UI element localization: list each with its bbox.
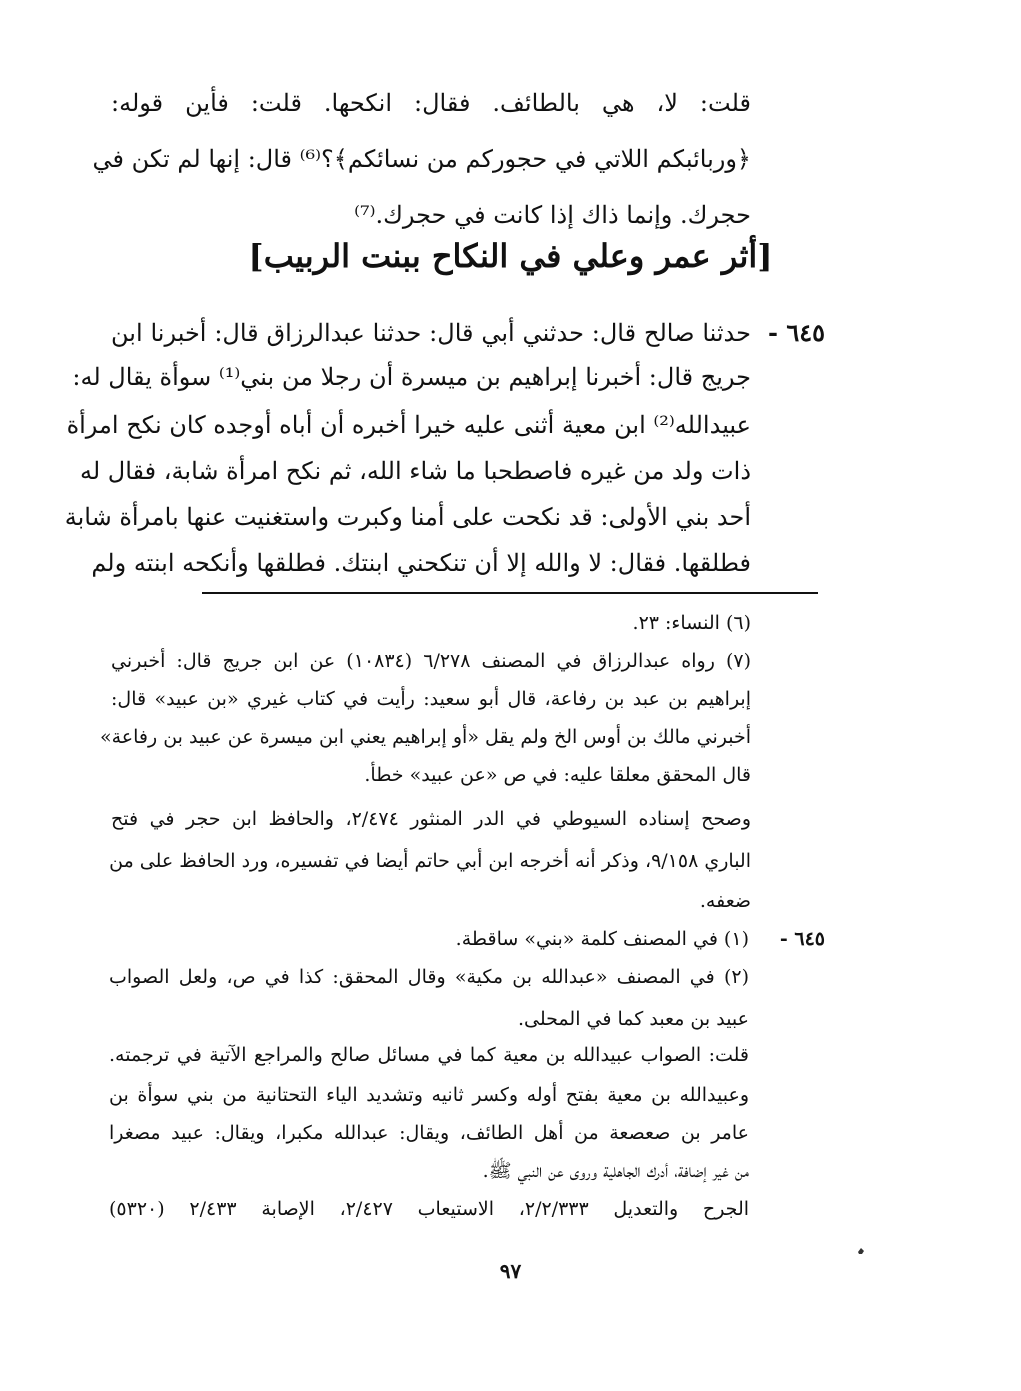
footnote-line: (٦) النساء: ٢٣.	[632, 612, 751, 634]
footnote-group-number: ٦٤٥ -	[779, 928, 825, 950]
intro-paragraph	[92, 74, 751, 248]
hadith-line: أحد بني الأولى: قد نكحت على أمنا وكبرت واستغنيت عنها بامرأة شابة	[64, 503, 751, 531]
hadith-line: حدثنا صالح قال: حدثني أبي قال: حدثنا عبدالرزاق قال: أخبرنا ابن	[111, 319, 751, 347]
footnote-line: (١) في المصنف كلمة «بني» ساقطة.	[455, 928, 749, 950]
page-number: ٩٧	[499, 1259, 522, 1283]
footnote-line: عامر بن صعصعة من أهل الطائف، ويقال: عبدالله مكبرا، ويقال: عبيد مصغرا	[109, 1122, 749, 1144]
footnote-line: قلت: الصواب عبيدالله بن معية كما في مسائل صالح والمراجع الآتية في ترجمته.	[109, 1044, 749, 1066]
footnote-line: إبراهيم بن عبد بن رفاعة، قال أبو سعيد: رأيت في كتاب غيري «بن عبيد» قال:	[111, 688, 751, 710]
hadith-paragraph	[64, 304, 751, 604]
hadith-line: ذات ولد من غيره فاصطحبا ما شاء الله، ثم نكح امرأة شابة، فقال له	[79, 457, 751, 485]
intro-line: حجرك. وإنما ذاك إذا كانت في حجرك.⁽⁷⁾	[354, 201, 751, 229]
footnote-line: الباري ٩/١٥٨، وذكر أنه أخرجه ابن أبي حاتم أيضا في تفسيره، ورد الحافظ على من	[109, 850, 751, 872]
intro-line: ﴿وربائبكم اللاتي في حجوركم من نسائكم﴾؟⁽⁶⁾ قال: إنها لم تكن في	[92, 145, 751, 173]
footnote-line: من غير إضافة، أدرك الجاهلية وروى عن النبي ﷺ.	[482, 1160, 749, 1182]
hadith-number: ٦٤٥ -	[768, 318, 825, 347]
hadith-line: فطلقها. فقال: لا والله إلا أن تنكحني ابنتك. فطلقها وأنكحه ابنته ولم	[91, 549, 751, 577]
footnote-line: (٧) رواه عبدالرزاق في المصنف ٦/٢٧٨ (١٠٨٣٤) عن ابن جريج قال: أخبرني	[111, 650, 752, 672]
hadith-line: عبيدالله⁽²⁾ ابن معية أثنى عليه خيرا أخبره أن أباه أوجده كان نكح امرأة	[66, 411, 751, 439]
footnotes-section-b	[109, 920, 749, 1236]
intro-line: قلت: لا، هي بالطائف. فقال: انكحها. قلت: فأين قوله:	[111, 89, 751, 117]
footnote-separator	[202, 592, 818, 594]
footnote-line: قال المحقق معلقا عليه: في ص «عن عبيد» خطأ.	[364, 764, 751, 786]
footnote-line: أخبرني مالك بن أوس الخ ولم يقل «أو إبراهيم يعني ابن ميسرة عن عبيد بن رفاعة»	[99, 726, 751, 748]
footnote-line: الجرح والتعديل ٢/٢/٣٣٣، الاستيعاب ٢/٤٢٧، الإصابة ٢/٤٣٣ (٥٣٢٠)	[109, 1198, 750, 1220]
footnotes-section-a	[99, 604, 752, 920]
scan-speck-mark	[856, 1246, 866, 1256]
footnote-line: ضعفه.	[699, 890, 751, 912]
hadith-line: جريج قال: أخبرنا إبراهيم بن ميسرة أن رجلا من بني⁽¹⁾ سوأة يقال له:	[72, 363, 751, 391]
footnote-line: وعبيدالله بن معية بفتح أوله وكسر ثانيه وتشديد الياء التحتانية من بني سوأة بن	[109, 1084, 749, 1106]
footnote-line: (٢) في المصنف «عبدالله بن مكية» وقال المحقق: كذا في ص، ولعل الصواب	[109, 966, 749, 988]
section-heading: [أثر عمر وعلي في النكاح ببنت الربيب]	[248, 237, 773, 275]
footnote-line: عبيد بن معبد كما في المحلى.	[518, 1008, 749, 1030]
footnote-line: وصحح إسناده السيوطي في الدر المنثور ٢/٤٧٤، والحافظ ابن حجر في فتح	[111, 808, 751, 830]
